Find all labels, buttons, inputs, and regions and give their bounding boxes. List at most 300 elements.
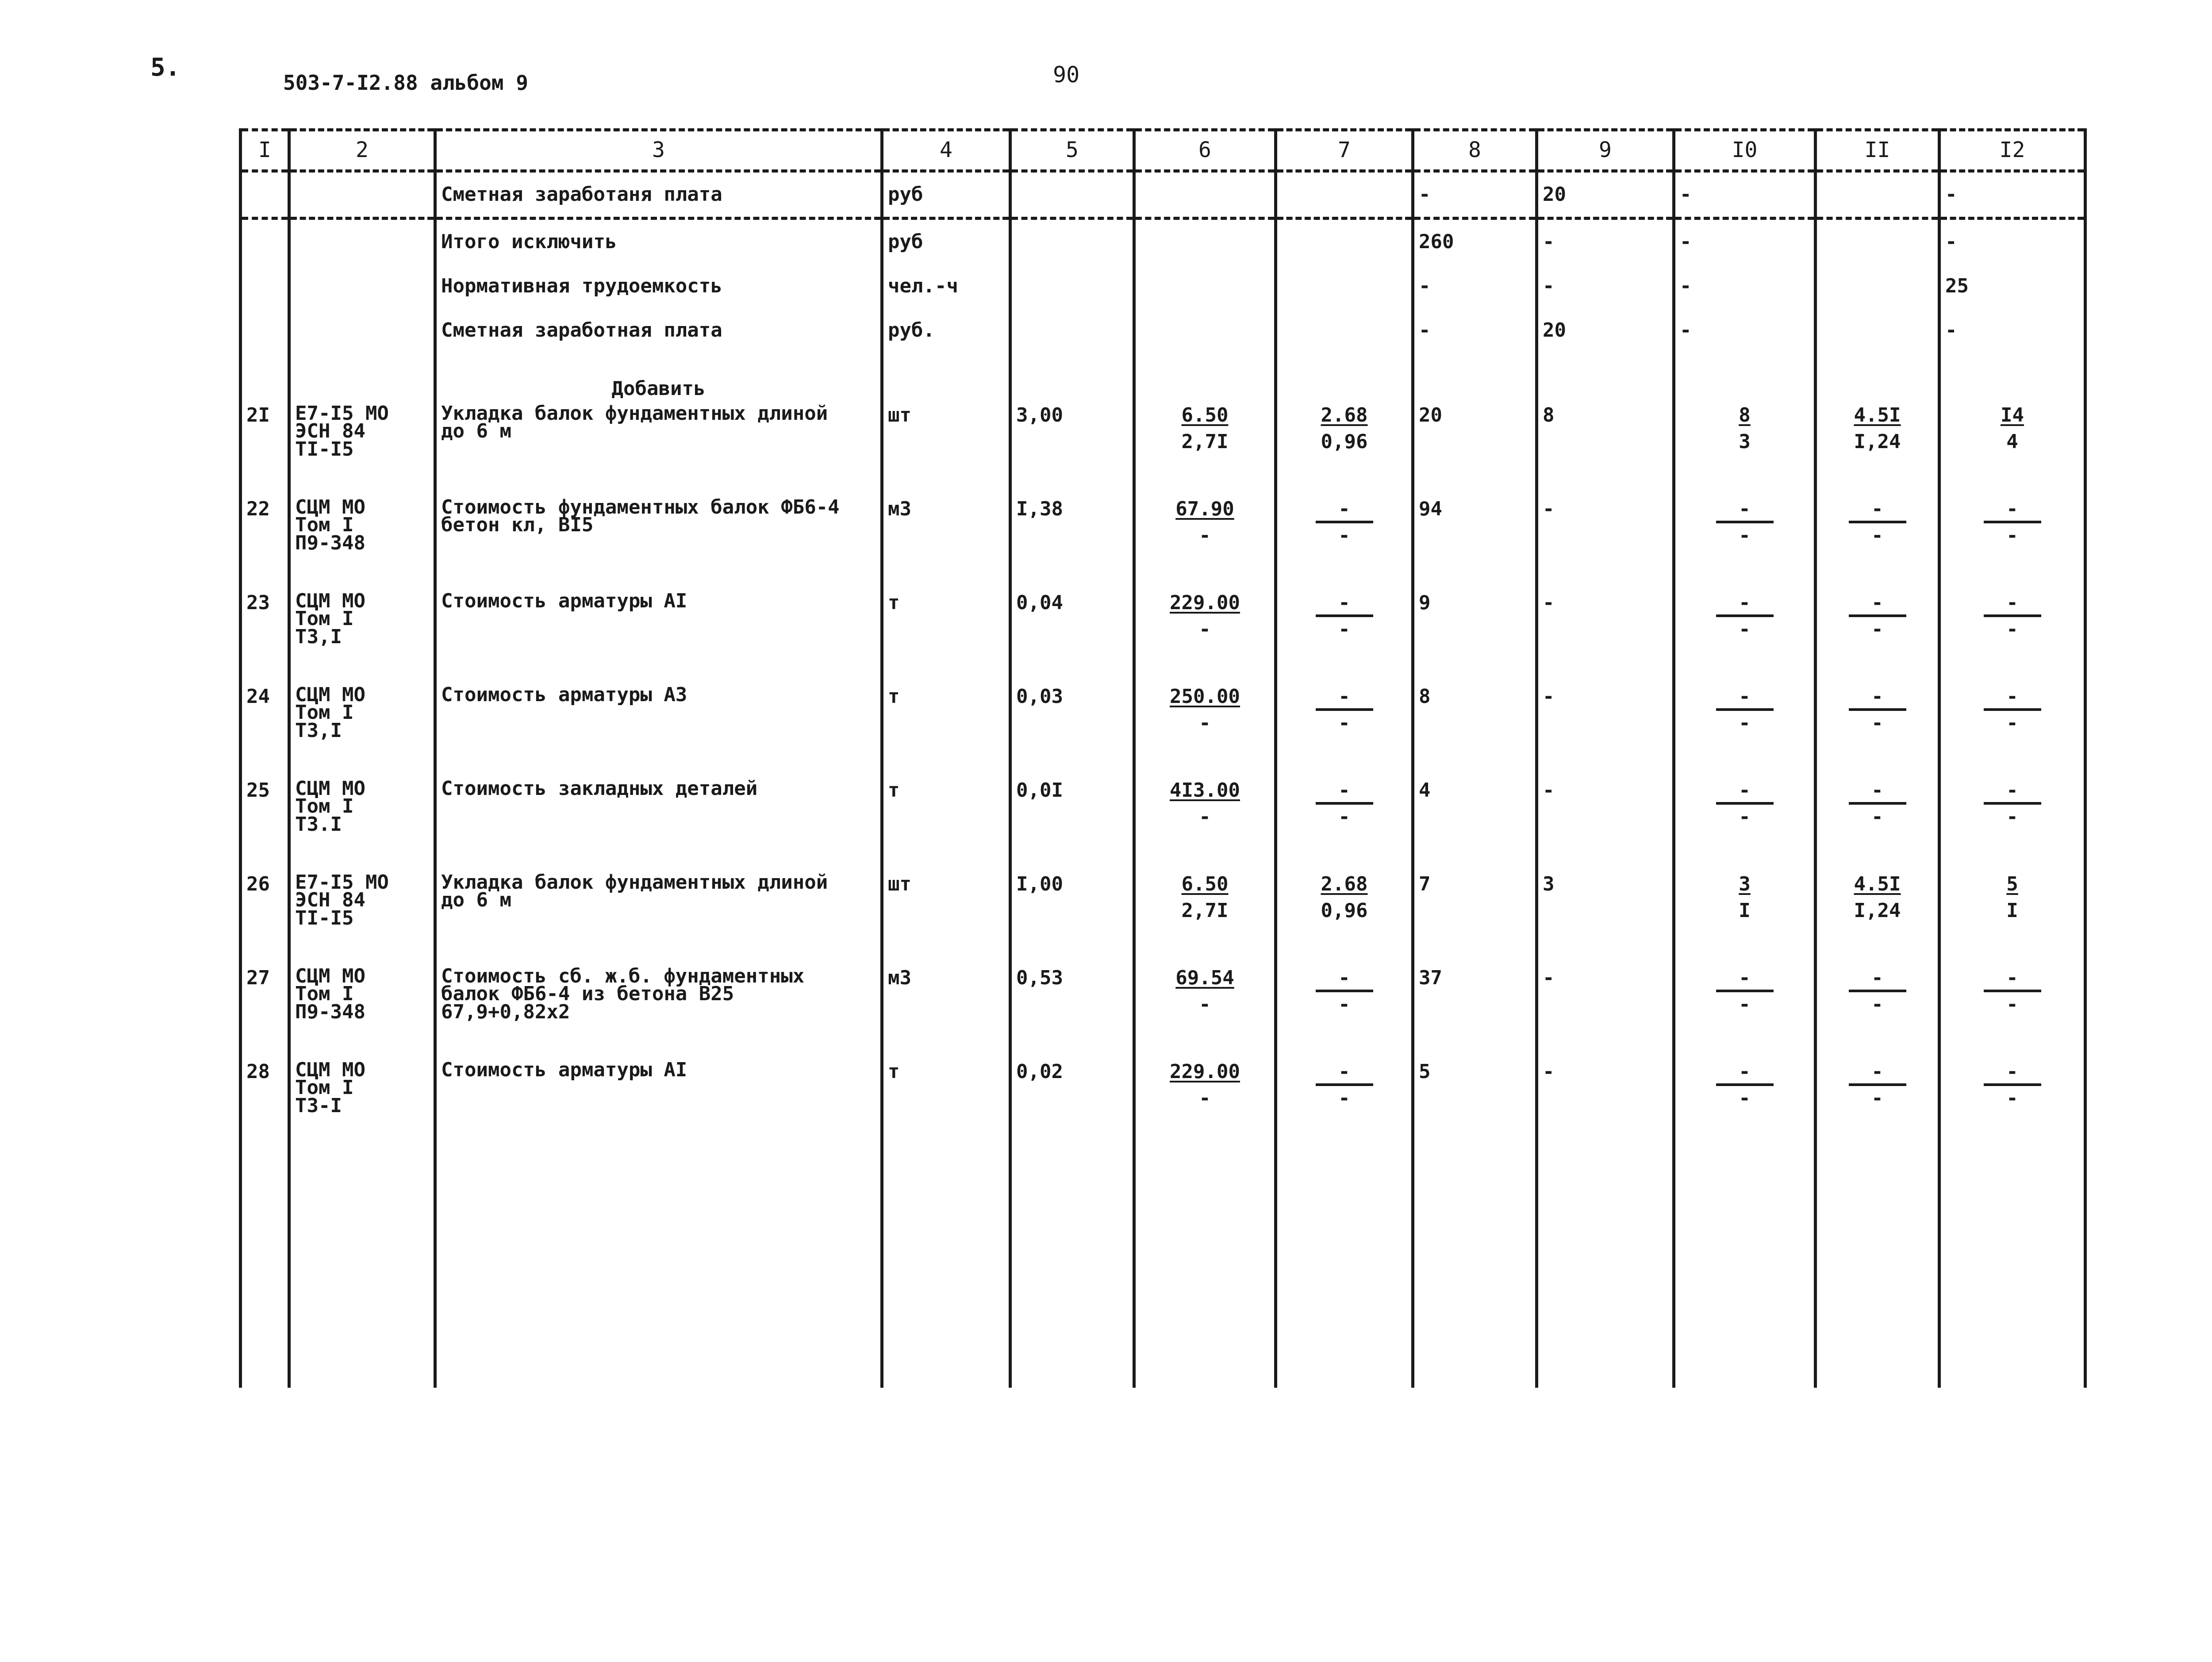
total-wage: -: [1537, 590, 1674, 683]
wage-cost: [1276, 496, 1413, 590]
wage-cost-top: -: [1316, 686, 1373, 711]
unit-cost-top: 6.50: [1181, 404, 1229, 426]
quantity: 0,04: [1010, 590, 1134, 683]
col-header: 7: [1276, 130, 1413, 171]
labor-unit-fraction: [1849, 967, 1906, 1015]
summary-row: [241, 219, 2085, 265]
total-wage: -: [1537, 777, 1674, 871]
summary-unit: чел.-ч: [882, 264, 1010, 308]
summary-c9: -: [1537, 264, 1674, 308]
unit-cost: [1134, 871, 1276, 965]
work-description-line: до 6 м: [441, 420, 511, 443]
table-row: [241, 777, 2085, 871]
norm-code-line: ЭСН 84: [295, 420, 365, 443]
col-header: 4: [882, 130, 1010, 171]
machine-cost: [1674, 402, 1816, 496]
quantity: 0,53: [1010, 965, 1134, 1059]
wage-cost-top: -: [1316, 1061, 1373, 1086]
work-description-line: Стоимость сб. ж.б. фундаментных: [441, 965, 805, 987]
labor-total-fraction: [1984, 686, 2041, 733]
machine-cost-top: -: [1716, 967, 1774, 992]
col-header: 3: [435, 130, 882, 171]
page-number: 90: [1053, 62, 1080, 88]
section-row: [241, 353, 2085, 402]
norm-code-line: Том I: [295, 514, 354, 537]
work-description: [435, 496, 882, 590]
labor-total-bottom: 4: [2006, 430, 2018, 453]
labor-total-top: -: [1984, 499, 2041, 523]
col-header: II: [1816, 130, 1939, 171]
norm-code-line: СЦМ МО: [295, 683, 365, 706]
labor-total-fraction: [1984, 780, 2041, 827]
table-row: [241, 683, 2085, 777]
summary-c10: -: [1674, 171, 1816, 219]
labor-unit-fraction: [1849, 780, 1906, 827]
summary-c9: 20: [1537, 171, 1674, 219]
empty-cell: [1010, 1152, 1134, 1388]
total-cost: 8: [1413, 683, 1537, 777]
column-number-row: [241, 130, 2085, 171]
labor-total-bottom: -: [2006, 618, 2018, 641]
norm-code: [289, 590, 435, 683]
machine-cost-bottom: -: [1739, 524, 1751, 547]
wage-cost: [1276, 683, 1413, 777]
summary-c8: -: [1413, 171, 1537, 219]
unit-cost-bottom: -: [1199, 993, 1211, 1016]
labor-unit-bottom: -: [1871, 711, 1883, 734]
summary-c9: 20: [1537, 308, 1674, 353]
summary-name: Сметная заработаня плата: [435, 171, 882, 219]
machine-cost-fraction: [1716, 967, 1774, 1015]
norm-code: [289, 871, 435, 965]
empty-cell: [1537, 1152, 1674, 1388]
labor-total-bottom: -: [2006, 993, 2018, 1016]
labor-total-top: -: [1984, 592, 2041, 617]
labor-total-top: -: [1984, 780, 2041, 805]
unit-cost-bottom: -: [1199, 524, 1211, 547]
empty-cell: [1674, 1152, 1816, 1388]
machine-cost-fraction: [1716, 780, 1774, 827]
unit-cost-bottom: -: [1199, 1086, 1211, 1109]
wage-cost-bottom: 0,96: [1321, 899, 1368, 922]
unit-cost-fraction: [1170, 1061, 1240, 1109]
labor-unit-bottom: -: [1871, 805, 1883, 828]
unit: м3: [882, 496, 1010, 590]
work-description: [435, 402, 882, 496]
work-description: [435, 965, 882, 1059]
labor-total-top: -: [1984, 1061, 2041, 1086]
empty-cell: [241, 1152, 289, 1388]
unit-cost-top: 250.00: [1170, 685, 1240, 708]
wage-cost-bottom: -: [1338, 805, 1350, 828]
labor-unit-bottom: -: [1871, 993, 1883, 1016]
summary-c10: -: [1674, 219, 1816, 265]
unit-cost-top: 4I3.00: [1170, 779, 1240, 802]
norm-code-line: П9-348: [295, 1000, 365, 1023]
wage-cost-top: 2.68: [1321, 404, 1368, 426]
labor-unit: [1816, 965, 1939, 1059]
work-description-line: балок ФБ6-4 из бетона В25: [441, 983, 734, 1006]
empty-cell: [1134, 1152, 1276, 1388]
labor-total: [1939, 590, 2085, 683]
wage-cost-top: -: [1316, 499, 1373, 523]
labor-unit-fraction: [1849, 686, 1906, 733]
col-header: 2: [289, 130, 435, 171]
labor-unit-top: -: [1849, 686, 1906, 711]
machine-cost-bottom: -: [1739, 618, 1751, 641]
norm-code: [289, 496, 435, 590]
machine-cost: [1674, 496, 1816, 590]
unit-cost: [1134, 402, 1276, 496]
summary-unit: руб: [882, 171, 1010, 219]
labor-unit: [1816, 683, 1939, 777]
norm-code-line: TI-I5: [295, 906, 354, 929]
machine-cost-bottom: -: [1739, 805, 1751, 828]
col-header: I: [241, 130, 289, 171]
empty-cell: [1413, 1152, 1537, 1388]
wage-cost-bottom: -: [1338, 524, 1350, 547]
unit-cost-fraction: [1182, 874, 1229, 921]
section-label: Добавить: [435, 353, 882, 402]
labor-unit-top: -: [1849, 780, 1906, 805]
labor-total: [1939, 402, 2085, 496]
unit-cost: [1134, 965, 1276, 1059]
col-header: 6: [1134, 130, 1276, 171]
unit-cost: [1134, 683, 1276, 777]
labor-unit-top: -: [1849, 592, 1906, 617]
total-wage: 8: [1537, 402, 1674, 496]
col-header: I2: [1939, 130, 2085, 171]
labor-total-fraction: [1984, 499, 2041, 546]
labor-unit-top: 4.5I: [1854, 404, 1901, 426]
machine-cost-bottom: -: [1739, 1086, 1751, 1109]
summary-c11: [1816, 219, 1939, 265]
labor-total-top: 5: [2006, 873, 2018, 895]
labor-unit-bottom: -: [1871, 524, 1883, 547]
wage-cost: [1276, 965, 1413, 1059]
summary-row: [241, 171, 2085, 219]
total-wage: -: [1537, 1059, 1674, 1152]
total-cost: 37: [1413, 965, 1537, 1059]
norm-code-line: СЦМ МО: [295, 1059, 365, 1081]
wage-cost: [1276, 590, 1413, 683]
labor-total-fraction: [2001, 405, 2024, 452]
wage-cost-fraction: [1316, 686, 1373, 733]
summary-row: [241, 308, 2085, 353]
summary-c12: -: [1939, 308, 2085, 353]
unit-cost-top: 6.50: [1181, 873, 1229, 895]
machine-cost-fraction: [1716, 686, 1774, 733]
work-description-line: Укладка балок фундаментных длиной: [441, 871, 828, 894]
summary-c12: -: [1939, 171, 2085, 219]
labor-total-bottom: -: [2006, 711, 2018, 734]
norm-code-line: СЦМ МО: [295, 590, 365, 612]
work-description-line: до 6 м: [441, 889, 511, 912]
labor-unit-fraction: [1849, 592, 1906, 640]
row-number: 22: [241, 496, 289, 590]
wage-cost-fraction: [1316, 499, 1373, 546]
labor-total: [1939, 496, 2085, 590]
labor-total-bottom: -: [2006, 524, 2018, 547]
norm-code: [289, 683, 435, 777]
col-header: 5: [1010, 130, 1134, 171]
work-description-line: 67,9+0,82x2: [441, 1000, 570, 1023]
wage-cost-fraction: [1316, 780, 1373, 827]
labor-unit-bottom: I,24: [1854, 899, 1901, 922]
machine-cost-top: -: [1716, 592, 1774, 617]
summary-c10: -: [1674, 264, 1816, 308]
table-row: [241, 1059, 2085, 1152]
wage-cost-bottom: 0,96: [1321, 430, 1368, 453]
norm-code-line: Т3,I: [295, 625, 342, 648]
unit-cost-fraction: [1175, 499, 1234, 546]
summary-name: Итого исключить: [435, 219, 882, 265]
machine-cost-top: -: [1716, 1061, 1774, 1086]
work-description-line: Стоимость фундаментных балок ФБ6-4: [441, 496, 840, 518]
unit-cost-top: 229.00: [1170, 1060, 1240, 1083]
work-description-line: Укладка балок фундаментных длиной: [441, 402, 828, 425]
labor-unit-fraction: [1854, 874, 1901, 921]
empty-cell: [1276, 1152, 1413, 1388]
machine-cost-bottom: -: [1739, 711, 1751, 734]
summary-c11: [1816, 264, 1939, 308]
unit-cost: [1134, 777, 1276, 871]
labor-unit-top: 4.5I: [1854, 873, 1901, 895]
summary-c9: -: [1537, 219, 1674, 265]
unit-cost: [1134, 496, 1276, 590]
norm-code: [289, 402, 435, 496]
empty-cell: [882, 1152, 1010, 1388]
labor-unit-bottom: I,24: [1854, 430, 1901, 453]
unit: м3: [882, 965, 1010, 1059]
wage-cost-bottom: -: [1338, 1086, 1350, 1109]
total-wage: -: [1537, 496, 1674, 590]
unit: т: [882, 1059, 1010, 1152]
machine-cost: [1674, 683, 1816, 777]
quantity: 0,0I: [1010, 777, 1134, 871]
table-filler-row: [241, 1152, 2085, 1388]
norm-code-line: ЭСН 84: [295, 889, 365, 912]
work-description-line: бетон кл, BI5: [441, 514, 594, 537]
norm-code-line: Е7-I5 МО: [295, 402, 389, 425]
labor-unit: [1816, 496, 1939, 590]
summary-c11: [1816, 308, 1939, 353]
total-wage: -: [1537, 965, 1674, 1059]
machine-cost-fraction: [1716, 592, 1774, 640]
norm-code: [289, 777, 435, 871]
machine-cost-top: -: [1716, 499, 1774, 523]
labor-total-fraction: [1984, 967, 2041, 1015]
quantity: 3,00: [1010, 402, 1134, 496]
machine-cost-bottom: -: [1739, 993, 1751, 1016]
summary-unit: руб: [882, 219, 1010, 265]
table-row: [241, 496, 2085, 590]
wage-cost-fraction: [1316, 967, 1373, 1015]
wage-cost: [1276, 871, 1413, 965]
machine-cost: [1674, 871, 1816, 965]
unit-cost: [1134, 1059, 1276, 1152]
machine-cost-top: -: [1716, 686, 1774, 711]
work-description-line: Стоимость закладных деталей: [441, 777, 758, 800]
wage-cost-top: -: [1316, 592, 1373, 617]
unit-cost-bottom: 2,7I: [1181, 899, 1229, 922]
wage-cost-fraction: [1321, 405, 1368, 452]
unit-cost-fraction: [1170, 592, 1240, 640]
unit-cost-fraction: [1170, 780, 1240, 827]
labor-unit-top: -: [1849, 499, 1906, 523]
empty-cell: [435, 1152, 882, 1388]
norm-code: [289, 1059, 435, 1152]
summary-c8: -: [1413, 264, 1537, 308]
norm-code-line: СЦМ МО: [295, 777, 365, 800]
wage-cost: [1276, 1059, 1413, 1152]
work-description-line: Стоимость арматуры AI: [441, 590, 687, 612]
wage-cost-fraction: [1316, 592, 1373, 640]
labor-total-top: I4: [2001, 404, 2024, 426]
norm-code-line: Т3.I: [295, 813, 342, 836]
table-row: [241, 402, 2085, 496]
labor-total-bottom: -: [2006, 1086, 2018, 1109]
unit: т: [882, 590, 1010, 683]
summary-c8: 260: [1413, 219, 1537, 265]
labor-unit-fraction: [1849, 499, 1906, 546]
machine-cost-top: 8: [1739, 404, 1751, 426]
norm-code-line: Т3-I: [295, 1094, 342, 1117]
labor-total-bottom: I: [2006, 899, 2018, 922]
norm-code-line: Т3,I: [295, 719, 342, 742]
machine-cost: [1674, 590, 1816, 683]
norm-code-line: Е7-I5 МО: [295, 871, 389, 894]
labor-unit: [1816, 1059, 1939, 1152]
unit-cost-top: 229.00: [1170, 591, 1240, 614]
summary-name: Нормативная трудоемкость: [435, 264, 882, 308]
machine-cost-top: -: [1716, 780, 1774, 805]
machine-cost-fraction: [1716, 1061, 1774, 1109]
machine-cost: [1674, 777, 1816, 871]
work-description: [435, 683, 882, 777]
machine-cost-top: 3: [1739, 873, 1751, 895]
labor-unit-bottom: -: [1871, 618, 1883, 641]
total-wage: -: [1537, 683, 1674, 777]
labor-total-fraction: [1984, 592, 2041, 640]
labor-unit-top: -: [1849, 967, 1906, 992]
norm-code-line: СЦМ МО: [295, 965, 365, 987]
total-wage: 3: [1537, 871, 1674, 965]
labor-unit-fraction: [1849, 1061, 1906, 1109]
col-header: 9: [1537, 130, 1674, 171]
unit: шт: [882, 402, 1010, 496]
total-cost: 20: [1413, 402, 1537, 496]
labor-total: [1939, 965, 2085, 1059]
unit-cost-top: 67.90: [1175, 498, 1234, 520]
quantity: I,38: [1010, 496, 1134, 590]
summary-c11: [1816, 171, 1939, 219]
summary-c8: -: [1413, 308, 1537, 353]
summary-c10: -: [1674, 308, 1816, 353]
row-number: 28: [241, 1059, 289, 1152]
norm-code-line: TI-I5: [295, 438, 354, 461]
total-cost: 5: [1413, 1059, 1537, 1152]
wage-cost-top: 2.68: [1321, 873, 1368, 895]
labor-total: [1939, 683, 2085, 777]
norm-code-line: Том I: [295, 1076, 354, 1099]
summary-name: Сметная заработная плата: [435, 308, 882, 353]
machine-cost-bottom: 3: [1739, 430, 1751, 453]
unit: т: [882, 683, 1010, 777]
norm-code-line: П9-348: [295, 531, 365, 554]
wage-cost-top: -: [1316, 780, 1373, 805]
labor-total-top: -: [1984, 967, 2041, 992]
machine-cost: [1674, 965, 1816, 1059]
total-cost: 94: [1413, 496, 1537, 590]
summary-row: [241, 264, 2085, 308]
row-number: 23: [241, 590, 289, 683]
page-corner-mark: 5.: [150, 53, 180, 82]
quantity: I,00: [1010, 871, 1134, 965]
labor-total: [1939, 777, 2085, 871]
row-number: 2I: [241, 402, 289, 496]
norm-code: [289, 965, 435, 1059]
row-number: 26: [241, 871, 289, 965]
unit-cost-bottom: -: [1199, 805, 1211, 828]
wage-cost-top: -: [1316, 967, 1373, 992]
work-description: [435, 871, 882, 965]
unit-cost-bottom: 2,7I: [1181, 430, 1229, 453]
labor-unit-fraction: [1854, 405, 1901, 452]
unit-cost-fraction: [1175, 967, 1234, 1015]
wage-cost: [1276, 402, 1413, 496]
labor-unit: [1816, 777, 1939, 871]
estimate-table: [239, 128, 2087, 1388]
machine-cost-fraction: [1739, 874, 1751, 921]
summary-unit: руб.: [882, 308, 1010, 353]
unit-cost-bottom: -: [1199, 618, 1211, 641]
col-header: 8: [1413, 130, 1537, 171]
machine-cost-bottom: I: [1739, 899, 1751, 922]
labor-unit: [1816, 590, 1939, 683]
table-row: [241, 871, 2085, 965]
norm-code-line: Том I: [295, 983, 354, 1006]
quantity: 0,02: [1010, 1059, 1134, 1152]
work-description-line: Стоимость арматуры А3: [441, 683, 687, 706]
labor-total-fraction: [2006, 874, 2018, 921]
row-number: 24: [241, 683, 289, 777]
labor-total-top: -: [1984, 686, 2041, 711]
wage-cost-fraction: [1316, 1061, 1373, 1109]
row-number: 27: [241, 965, 289, 1059]
unit-cost-fraction: [1182, 405, 1229, 452]
unit-cost-top: 69.54: [1175, 967, 1234, 989]
empty-cell: [289, 1152, 435, 1388]
document-code: 503-7-I2.88 альбом 9: [283, 71, 528, 95]
summary-c12: 25: [1939, 264, 2085, 308]
total-cost: 9: [1413, 590, 1537, 683]
labor-unit-bottom: -: [1871, 1086, 1883, 1109]
labor-total-fraction: [1984, 1061, 2041, 1109]
norm-code-line: Том I: [295, 795, 354, 818]
wage-cost-bottom: -: [1338, 618, 1350, 641]
labor-unit: [1816, 871, 1939, 965]
empty-cell: [1816, 1152, 1939, 1388]
total-cost: 4: [1413, 777, 1537, 871]
unit-cost-fraction: [1170, 686, 1240, 733]
machine-cost-fraction: [1739, 405, 1751, 452]
labor-total: [1939, 1059, 2085, 1152]
unit: т: [882, 777, 1010, 871]
unit-cost-bottom: -: [1199, 711, 1211, 734]
empty-cell: [1939, 1152, 2085, 1388]
quantity: 0,03: [1010, 683, 1134, 777]
